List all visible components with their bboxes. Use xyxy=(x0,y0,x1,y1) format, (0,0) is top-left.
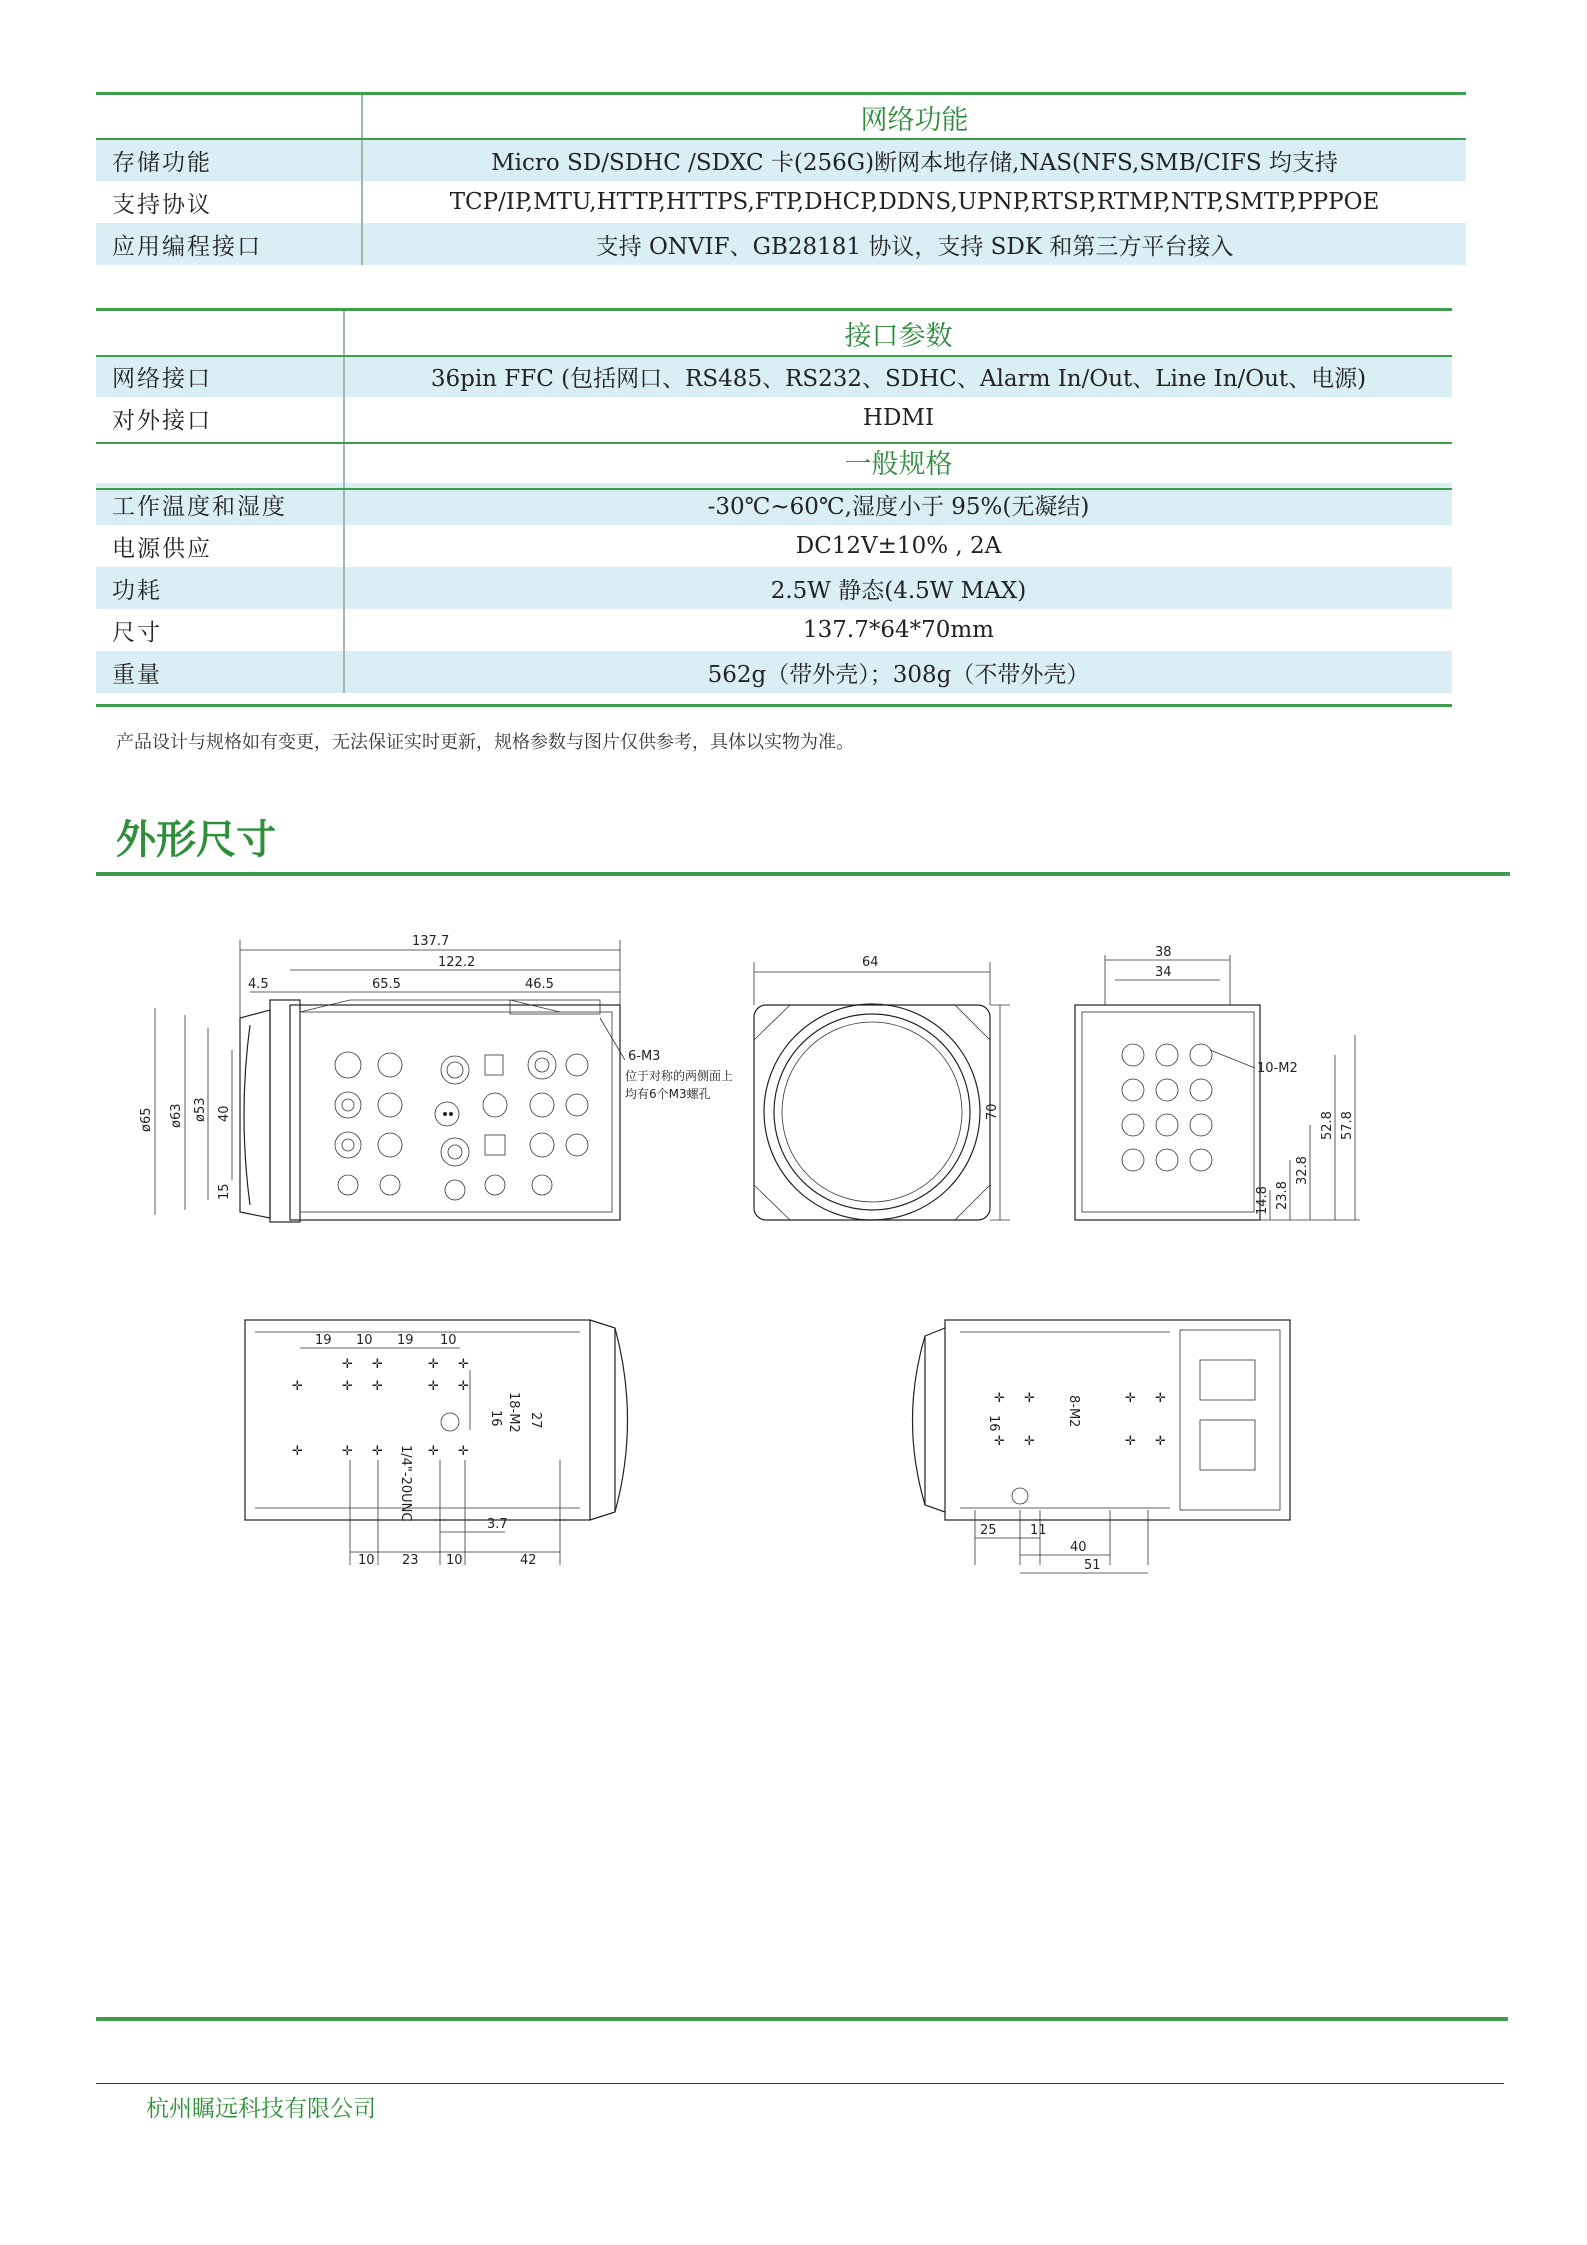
dim-label: 10 xyxy=(440,1333,457,1348)
dim-label: 57.8 xyxy=(1340,1111,1355,1140)
svg-text:✛: ✛ xyxy=(1024,1434,1035,1449)
svg-text:✛: ✛ xyxy=(372,1357,383,1372)
row-label: 存储功能 xyxy=(96,139,362,181)
dim-label: 42 xyxy=(520,1553,537,1568)
mount-holes xyxy=(292,1357,469,1459)
dim-label: 25 xyxy=(980,1523,997,1538)
dim-label: 52.8 xyxy=(1320,1111,1335,1140)
row-label: 功耗 xyxy=(96,567,344,609)
row-label: 对外接口 xyxy=(96,397,344,439)
row-value: 562g（带外壳）；308g（不带外壳） xyxy=(344,651,1452,693)
footer-rule-top xyxy=(96,2017,1508,2021)
dim-label: 64 xyxy=(862,955,879,970)
bottom-view-drawing xyxy=(245,1320,628,1568)
header-rule xyxy=(96,488,1452,490)
row-label: 支持协议 xyxy=(96,181,362,223)
dim-label: 70 xyxy=(985,1103,1000,1120)
table-bottom-rule xyxy=(96,704,1452,707)
dim-label: 11 xyxy=(1030,1523,1047,1538)
m2-label: 8-M2 xyxy=(1066,1395,1081,1428)
svg-text:✛: ✛ xyxy=(1024,1391,1035,1406)
dimension-drawings xyxy=(0,900,1587,1660)
dim-label: 40 xyxy=(1070,1540,1087,1555)
svg-text:✛: ✛ xyxy=(428,1379,439,1394)
section-rule xyxy=(96,442,1452,444)
row-label: 电源供应 xyxy=(96,525,344,567)
svg-text:✛: ✛ xyxy=(458,1357,469,1372)
dim-label: 19 xyxy=(397,1333,414,1348)
svg-text:✛: ✛ xyxy=(292,1379,303,1394)
svg-text:✛: ✛ xyxy=(342,1444,353,1459)
dim-label: 23.8 xyxy=(1275,1181,1290,1210)
svg-text:✛: ✛ xyxy=(994,1434,1005,1449)
disclaimer-note: 产品设计与规格如有变更，无法保证实时更新，规格参数与图片仅供参考，具体以实物为准。 xyxy=(116,732,854,753)
row-label: 尺寸 xyxy=(96,609,344,651)
row-value: 137.7*64*70mm xyxy=(803,617,994,643)
dim-label: ø53 xyxy=(193,1097,208,1122)
unc-label: 1/4"-20UNC xyxy=(398,1445,413,1522)
dim-label: 10 xyxy=(358,1553,375,1568)
dim-label: 16 xyxy=(986,1415,1001,1432)
back-view-drawing xyxy=(1075,945,1360,1220)
dim-label: 10 xyxy=(446,1553,463,1568)
svg-text:✛: ✛ xyxy=(458,1444,469,1459)
general-header-blank xyxy=(96,439,344,483)
row-value: -30℃~60℃,湿度小于 95%(无凝结) xyxy=(344,483,1452,525)
row-label: 应用编程接口 xyxy=(96,223,362,265)
row-value: DC12V±10% , 2A xyxy=(795,533,1002,559)
svg-text:✛: ✛ xyxy=(994,1391,1005,1406)
network-section-title: 网络功能 xyxy=(860,104,969,136)
dim-label: 32.8 xyxy=(1295,1156,1310,1185)
svg-text:✛: ✛ xyxy=(342,1357,353,1372)
dim-label: 122.2 xyxy=(438,955,476,970)
m3-note: 位于对称的两侧面上 xyxy=(625,1069,734,1083)
header-rule xyxy=(96,355,1452,357)
dim-label: 19 xyxy=(315,1333,332,1348)
svg-text:✛: ✛ xyxy=(428,1357,439,1372)
side-view-drawing xyxy=(139,934,733,1222)
row-value: 支持 ONVIF、GB28181 协议，支持 SDK 和第三方平台接入 xyxy=(362,223,1466,265)
svg-text:✛: ✛ xyxy=(1125,1434,1136,1449)
heading-rule xyxy=(96,872,1510,876)
row-value: 36pin FFC (包括网口、RS485、RS232、SDHC、Alarm In/Out、Line In/Out、电源) xyxy=(344,355,1452,397)
top-view-drawing xyxy=(913,1320,1291,1573)
dimensions-heading: 外形尺寸 xyxy=(116,817,276,863)
m2-label: 10-M2 xyxy=(1257,1061,1298,1076)
dim-label: 4.5 xyxy=(248,977,269,992)
m2-label: 18-M2 xyxy=(506,1392,521,1433)
dim-label: 27 xyxy=(528,1412,543,1429)
dim-label: ø65 xyxy=(139,1107,154,1132)
dim-label: 10 xyxy=(356,1333,373,1348)
svg-text:✛: ✛ xyxy=(342,1379,353,1394)
svg-text:✛: ✛ xyxy=(1155,1391,1166,1406)
row-value: TCP/IP,MTU,HTTP,HTTPS,FTP,DHCP,DDNS,UPNP,RTSP,RTMP,NTP,SMTP,PPPOE xyxy=(449,189,1380,215)
network-table xyxy=(96,95,1466,265)
dim-label: 3.7 xyxy=(487,1517,508,1532)
row-label: 工作温度和湿度 xyxy=(96,483,344,525)
m3-label: 6-M3 xyxy=(628,1049,661,1064)
row-label: 网络接口 xyxy=(96,355,344,397)
interface-section-title: 接口参数 xyxy=(844,320,953,352)
dim-label: 46.5 xyxy=(525,977,554,992)
network-header-blank xyxy=(96,95,362,139)
dim-label: 16 xyxy=(488,1410,503,1427)
row-value: 2.5W 静态(4.5W MAX) xyxy=(344,567,1452,609)
dim-label: ø63 xyxy=(169,1103,184,1128)
row-value: HDMI xyxy=(862,405,935,431)
row-value: Micro SD/SDHC /SDXC 卡(256G)断网本地存储,NAS(NFS,SMB/CIFS 均支持 xyxy=(362,139,1466,181)
svg-text:✛: ✛ xyxy=(1125,1391,1136,1406)
svg-text:✛: ✛ xyxy=(1155,1434,1166,1449)
footer-rule xyxy=(96,2083,1504,2084)
svg-text:✛: ✛ xyxy=(372,1379,383,1394)
dim-label: 40 xyxy=(217,1105,232,1122)
row-label: 重量 xyxy=(96,651,344,693)
dim-label: 14.8 xyxy=(1255,1186,1270,1215)
dim-label: 137.7 xyxy=(412,934,450,949)
dim-label: 23 xyxy=(402,1553,419,1568)
dim-label: 34 xyxy=(1155,965,1172,980)
dim-label: 38 xyxy=(1155,945,1172,960)
general-section-title: 一般规格 xyxy=(844,448,953,480)
m3-note: 均有6个M3螺孔 xyxy=(625,1087,711,1101)
svg-text:✛: ✛ xyxy=(428,1444,439,1459)
svg-text:✛: ✛ xyxy=(458,1379,469,1394)
dim-label: 51 xyxy=(1084,1558,1101,1573)
interface-header-blank xyxy=(96,311,344,355)
header-rule xyxy=(96,138,1466,140)
interface-table xyxy=(96,311,1452,693)
front-view-drawing xyxy=(754,955,1010,1220)
dim-label: 65.5 xyxy=(372,977,401,992)
dim-label: 15 xyxy=(217,1183,232,1200)
svg-text:✛: ✛ xyxy=(372,1444,383,1459)
company-name: 杭州瞩远科技有限公司 xyxy=(146,2096,376,2122)
svg-text:✛: ✛ xyxy=(292,1444,303,1459)
